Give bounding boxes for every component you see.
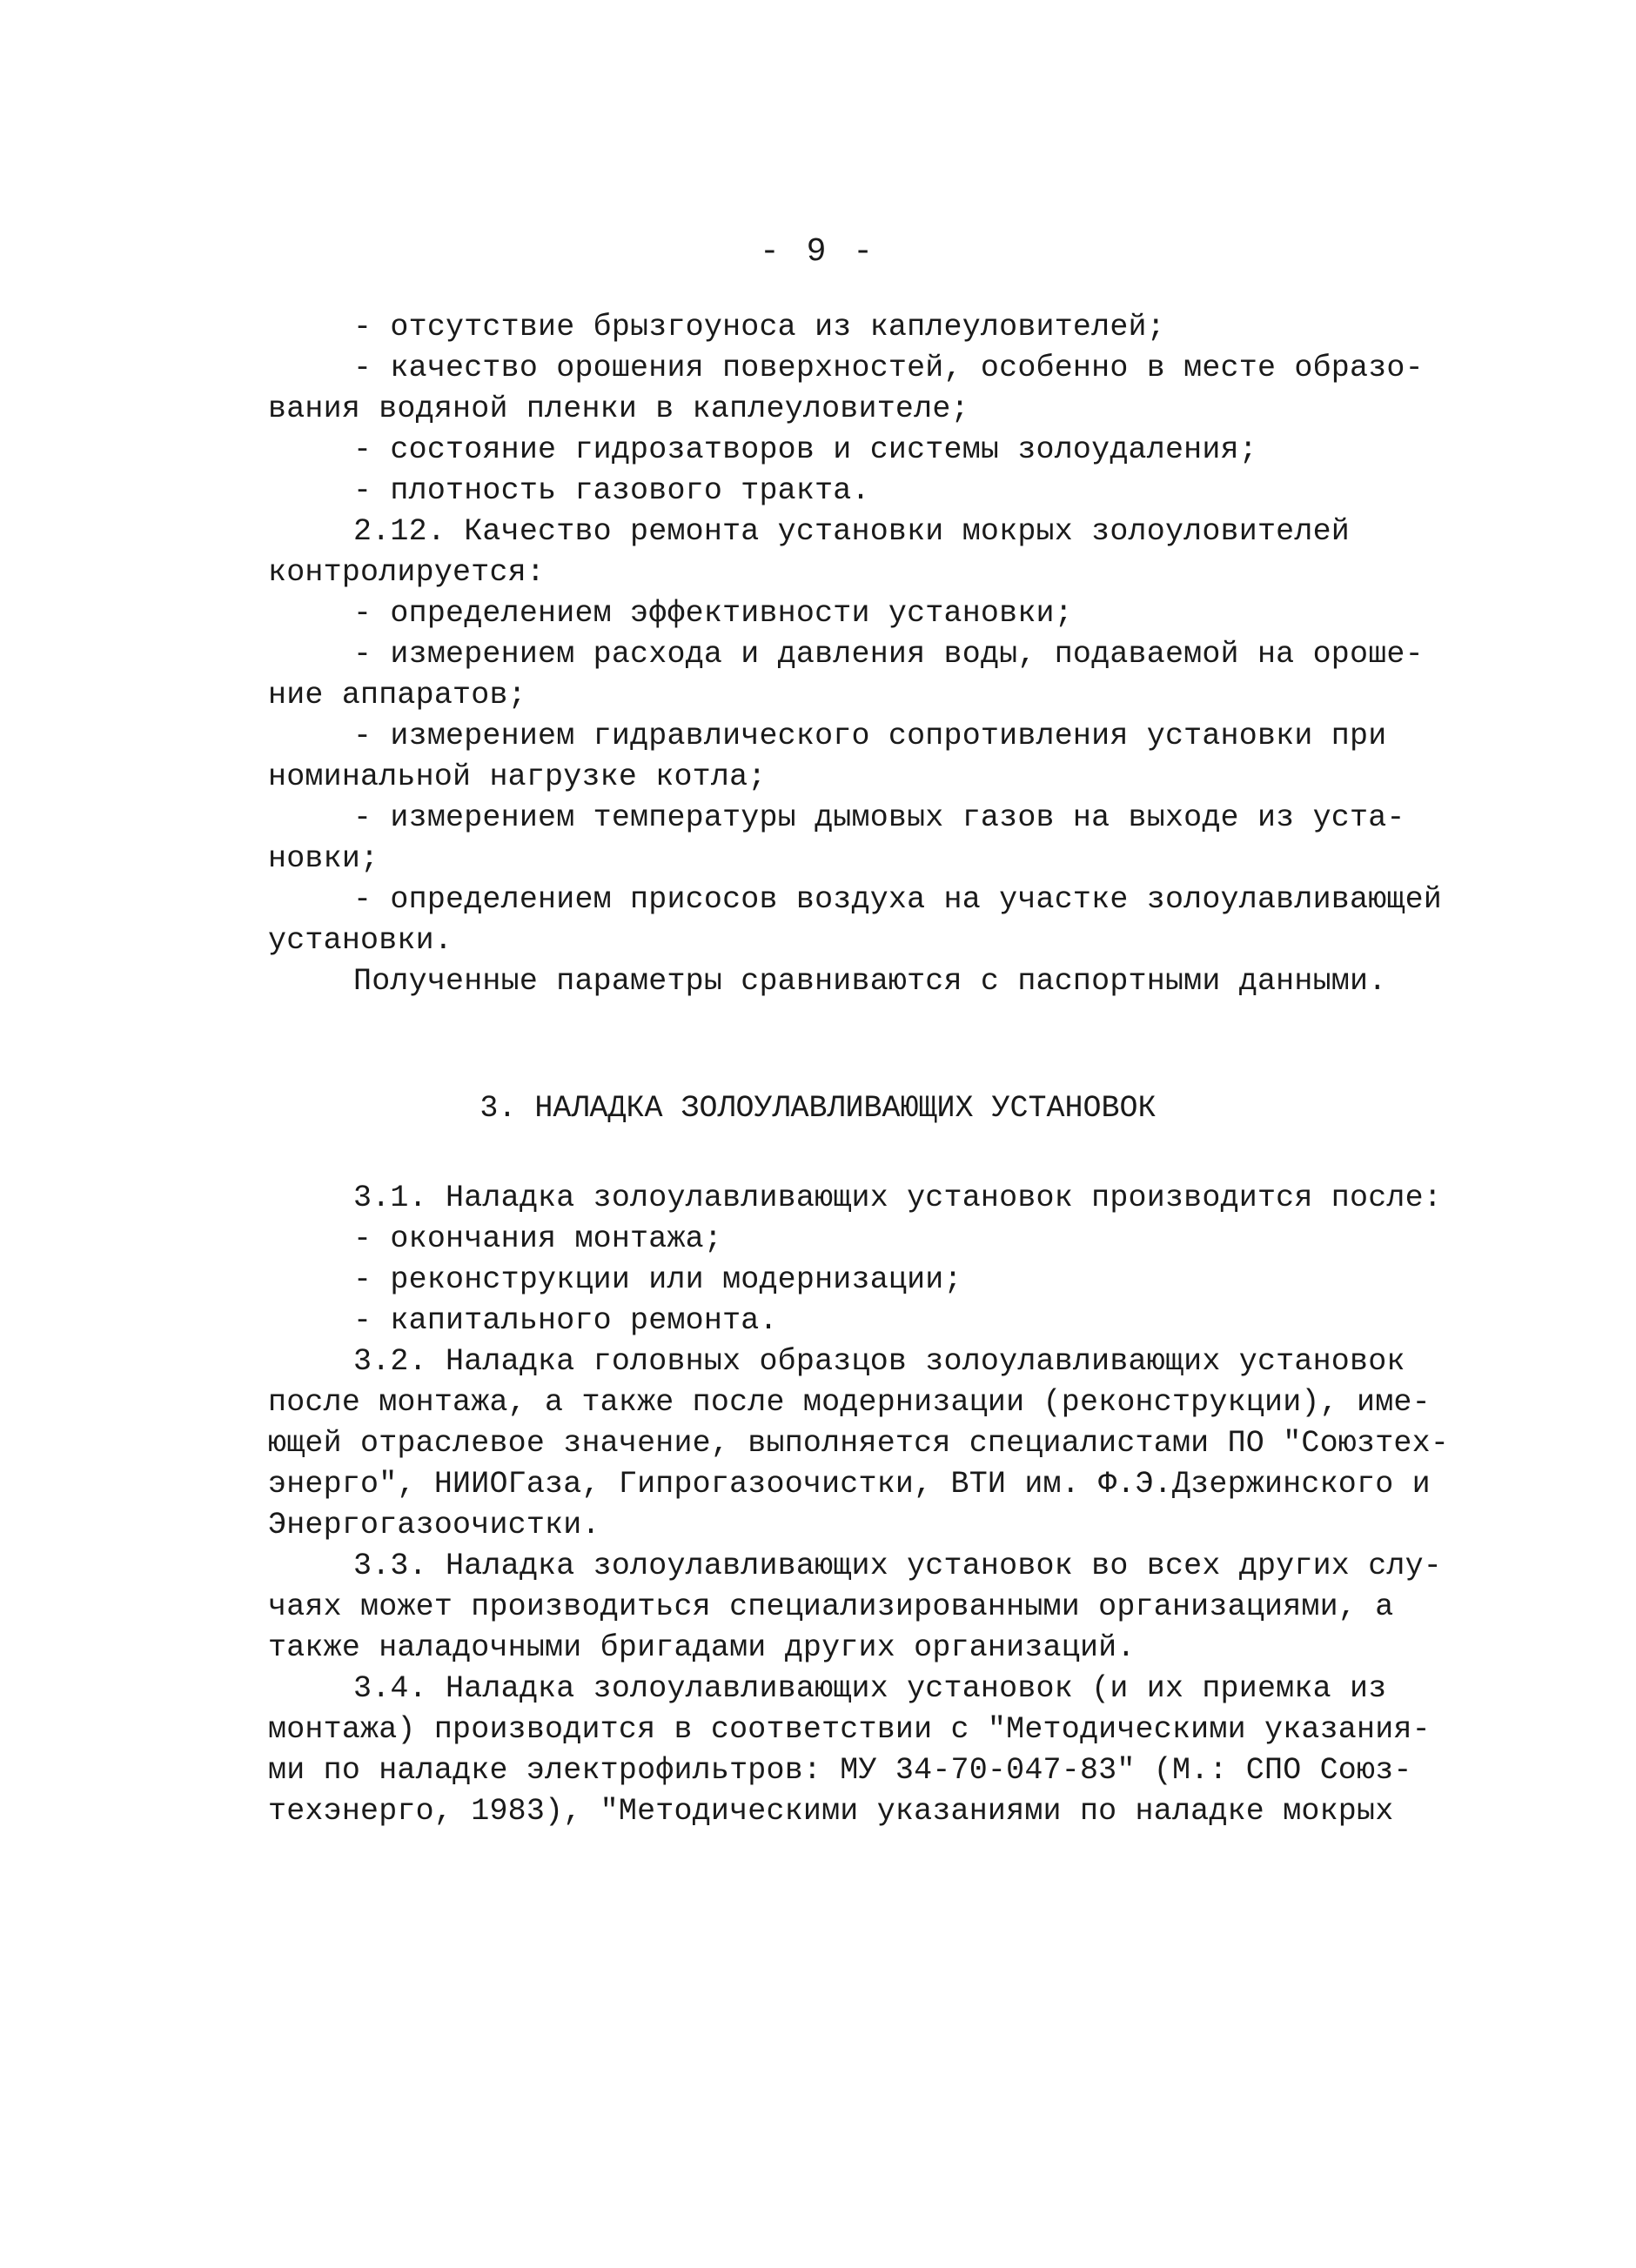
text-line: - измерением расхода и давления воды, подаваемой на ороше- — [353, 637, 1424, 672]
text-line: после монтажа, а также после модернизации (реконструкции), име- — [268, 1385, 1431, 1420]
text-line: ми по наладке электрофильтров: МУ 34-70-047-83" (М.: СПО Союз- — [268, 1753, 1412, 1788]
text-line: - отсутствие брызгоуноса из каплеуловителей; — [353, 310, 1165, 345]
text-line: - плотность газового тракта. — [353, 473, 870, 508]
text-line: - окончания монтажа; — [353, 1221, 723, 1256]
paragraph-2-12: 2.12. Качество ремонта установки мокрых золоуловителей — [353, 514, 1350, 549]
text-line: - определением эффективности установки; — [353, 596, 1073, 631]
text-line: - определением присосов воздуха на участке золоулавливающей — [353, 882, 1443, 917]
paragraph-3-4: 3.4. Наладка золоулавливающих установок (и их приемка из — [353, 1671, 1387, 1706]
section-heading: 3. НАЛАДКА ЗОЛОУЛАВЛИВАЮЩИХ УСТАНОВОК — [479, 1091, 1157, 1126]
text-line: номинальной нагрузке котла; — [268, 759, 767, 794]
paragraph-3-3: 3.3. Наладка золоулавливающих установок во всех других слу- — [353, 1549, 1443, 1583]
text-line: ние аппаратов; — [268, 678, 526, 713]
text-line: - качество орошения поверхностей, особенно в месте образо- — [353, 351, 1424, 385]
text-line: контролируется: — [268, 555, 546, 590]
text-line: - состояние гидрозатворов и системы золоудаления; — [353, 432, 1257, 467]
text-line: энерго", НИИОГаза, Гипрогазоочистки, ВТИ им. Ф.Э.Дзержинского и — [268, 1467, 1431, 1502]
paragraph-3-2: 3.2. Наладка головных образцов золоулавливающих установок — [353, 1344, 1405, 1379]
text-line: Полученные параметры сравниваются с паспортными данными. — [353, 964, 1387, 999]
text-line: установки. — [268, 923, 453, 958]
paragraph-3-1: 3.1. Наладка золоулавливающих установок производится после: — [353, 1181, 1443, 1215]
text-line: - измерением температуры дымовых газов на выходе из уста- — [353, 800, 1405, 835]
text-line: - реконструкции или модернизации; — [353, 1262, 962, 1297]
text-line: ющей отраслевое значение, выполняется специалистами ПО "Союзтех- — [268, 1426, 1450, 1461]
text-line: - капитального ремонта. — [353, 1303, 778, 1338]
text-line: вания водяной пленки в каплеуловителе; — [268, 391, 969, 426]
text-line: техэнерго, 1983), "Методическими указаниями по наладке мокрых — [268, 1794, 1394, 1829]
page-number: - 9 - — [759, 233, 877, 271]
text-line: новки; — [268, 841, 379, 876]
text-line: также наладочными бригадами других организаций. — [268, 1630, 1136, 1665]
text-line: монтажа) производится в соответствии с "Методическими указания- — [268, 1712, 1431, 1747]
text-line: Энергогазоочистки. — [268, 1508, 600, 1542]
text-line: чаях может производиться специализированными организациями, а — [268, 1589, 1394, 1624]
text-line: - измерением гидравлического сопротивления установки при — [353, 719, 1387, 753]
